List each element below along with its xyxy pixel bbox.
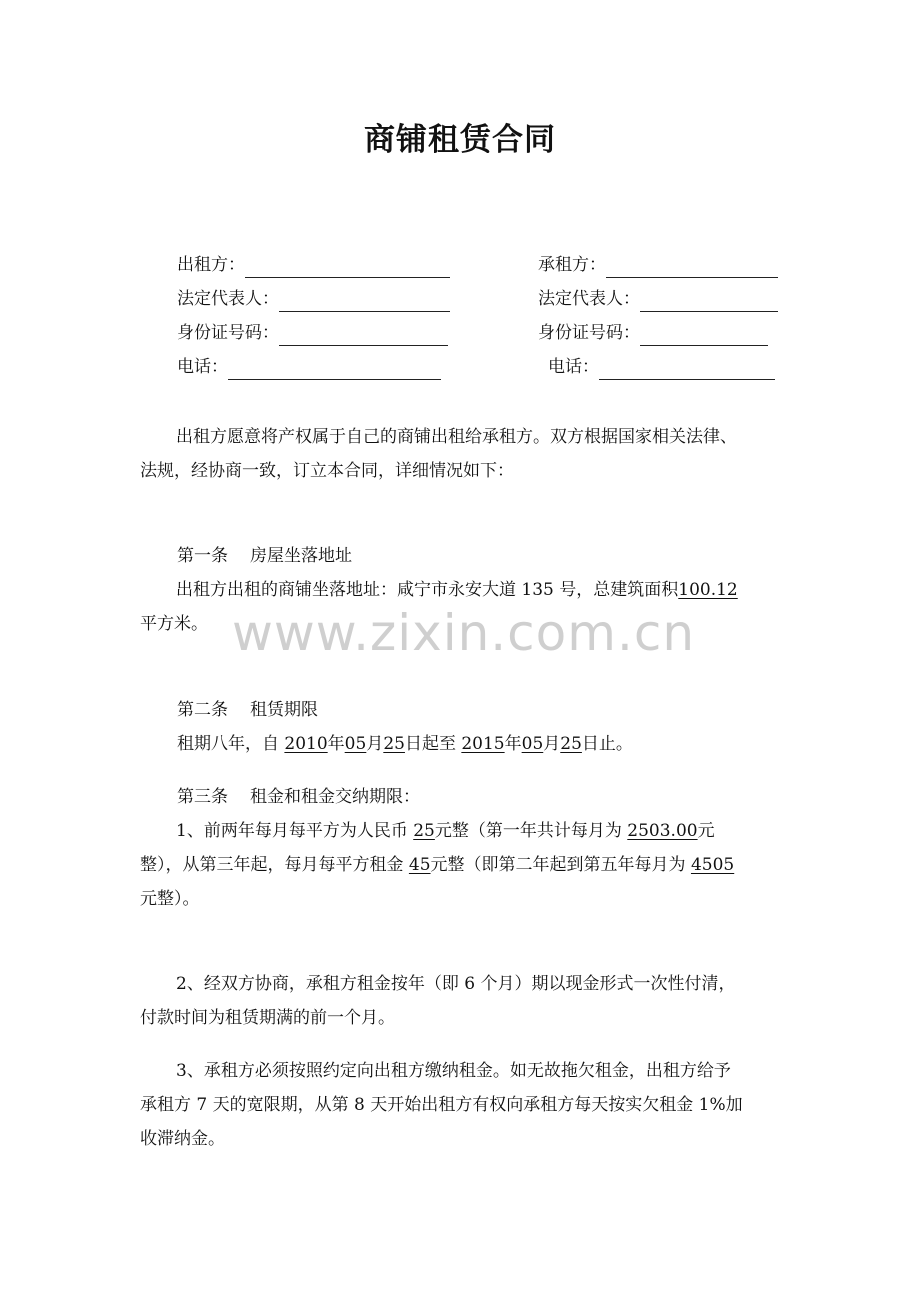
lessor-id-blank[interactable] [279, 325, 448, 346]
lessor-rep-label: 法定代表人： [177, 289, 279, 309]
month-char: 月 [366, 734, 384, 754]
rent-item-1 [140, 814, 780, 916]
rent-item-2 [140, 967, 780, 1035]
lessee-phone-field [548, 354, 775, 380]
rent-item-1-text: 整），从第三年起，每月每平方租金 [140, 855, 409, 875]
lessor-id-label: 身份证号码： [177, 323, 279, 343]
rent-rate-1: 25 [413, 821, 435, 841]
monthly-rent-2: 4505 [690, 855, 735, 875]
lessee-rep-blank[interactable] [640, 291, 778, 312]
year-char: 年 [327, 734, 345, 754]
article-1-heading [177, 541, 352, 571]
lessee-blank[interactable] [606, 257, 778, 278]
rent-item-3-line-3: 收滞纳金。 [140, 1129, 225, 1149]
year-char: 年 [504, 734, 522, 754]
lessor-blank[interactable] [245, 257, 450, 278]
start-year: 2010 [284, 734, 328, 754]
lessee-id-label: 身份证号码： [538, 323, 640, 343]
lessor-label: 出租方： [177, 255, 245, 275]
rent-item-1-text: 元整）。 [140, 889, 200, 909]
rent-item-1-text: 元 [697, 821, 715, 841]
article-1-unit: 平方米。 [140, 614, 208, 634]
article-2-heading [177, 695, 318, 725]
monthly-rent-1: 2503.00 [627, 821, 698, 841]
intro-paragraph [140, 420, 780, 488]
lease-term-text [177, 729, 633, 759]
lessor-phone-label: 电话： [177, 357, 228, 377]
lessee-phone-label: 电话： [548, 357, 599, 377]
rent-item-1-text: 1、前两年每月每平方为人民币 [176, 821, 414, 841]
month-char: 月 [543, 734, 561, 754]
rent-rate-2: 45 [408, 855, 431, 875]
start-day: 25 [383, 734, 405, 754]
rent-item-1-text: 元整（即第二年起到第五年每月为 [430, 855, 691, 875]
article-3-number: 第三条 [177, 787, 228, 807]
end-month: 05 [521, 734, 544, 754]
lessor-field [177, 252, 450, 278]
lessee-field [538, 252, 778, 278]
lessor-id-field [177, 320, 448, 346]
lessee-rep-label: 法定代表人： [538, 289, 640, 309]
intro-line-1: 出租方愿意将产权属于自己的商铺出租给承租方。双方根据国家相关法律、 [176, 427, 737, 447]
lessee-id-field [538, 320, 768, 346]
lease-term-mid: 日起至 [404, 734, 462, 754]
rent-item-2-line-2: 付款时间为租赁期满的前一个月。 [140, 1008, 395, 1028]
lease-term-prefix: 租期八年，自 [177, 734, 285, 754]
intro-line-2: 法规，经协商一致，订立本合同，详细情况如下： [140, 461, 514, 481]
lessee-label: 承租方： [538, 255, 606, 275]
article-1-text: 出租方出租的商铺坐落地址：咸宁市永安大道 135 号，总建筑面积 [176, 580, 679, 600]
rent-item-3 [140, 1054, 780, 1156]
start-month: 05 [344, 734, 367, 754]
lessor-rep-blank[interactable] [279, 291, 450, 312]
lessor-phone-blank[interactable] [228, 359, 441, 380]
end-year: 2015 [461, 734, 505, 754]
article-1-title: 房屋坐落地址 [250, 546, 352, 566]
rent-item-2-line-1: 2、经双方协商，承租方租金按年（即 6 个月）期以现金形式一次性付清， [176, 974, 736, 994]
lease-term-suffix: 日止。 [581, 734, 633, 754]
lessee-id-blank[interactable] [640, 325, 768, 346]
article-1-body [140, 573, 780, 641]
watermark: www.zixin.com.cn [232, 604, 696, 662]
lessee-phone-blank[interactable] [599, 359, 775, 380]
area-value: 100.12 [678, 580, 738, 600]
rent-item-3-line-2: 承租方 7 天的宽限期，从第 8 天开始出租方有权向承租方每天按实欠租金 1%加 [140, 1095, 743, 1115]
article-2-title: 租赁期限 [250, 700, 318, 720]
document-title: 商铺租赁合同 [364, 122, 556, 158]
rent-item-1-text: 元整（第一年共计每月为 [434, 821, 628, 841]
lessee-rep-field [538, 286, 778, 312]
rent-item-3-line-1: 3、承租方必须按照约定向出租方缴纳租金。如无故拖欠租金，出租方给予 [176, 1061, 731, 1081]
article-3-title: 租金和租金交纳期限： [250, 787, 420, 807]
article-2-number: 第二条 [177, 700, 228, 720]
end-day: 25 [560, 734, 582, 754]
article-3-heading [177, 782, 420, 812]
lessor-rep-field [177, 286, 450, 312]
article-1-number: 第一条 [177, 546, 228, 566]
lessor-phone-field [177, 354, 441, 380]
